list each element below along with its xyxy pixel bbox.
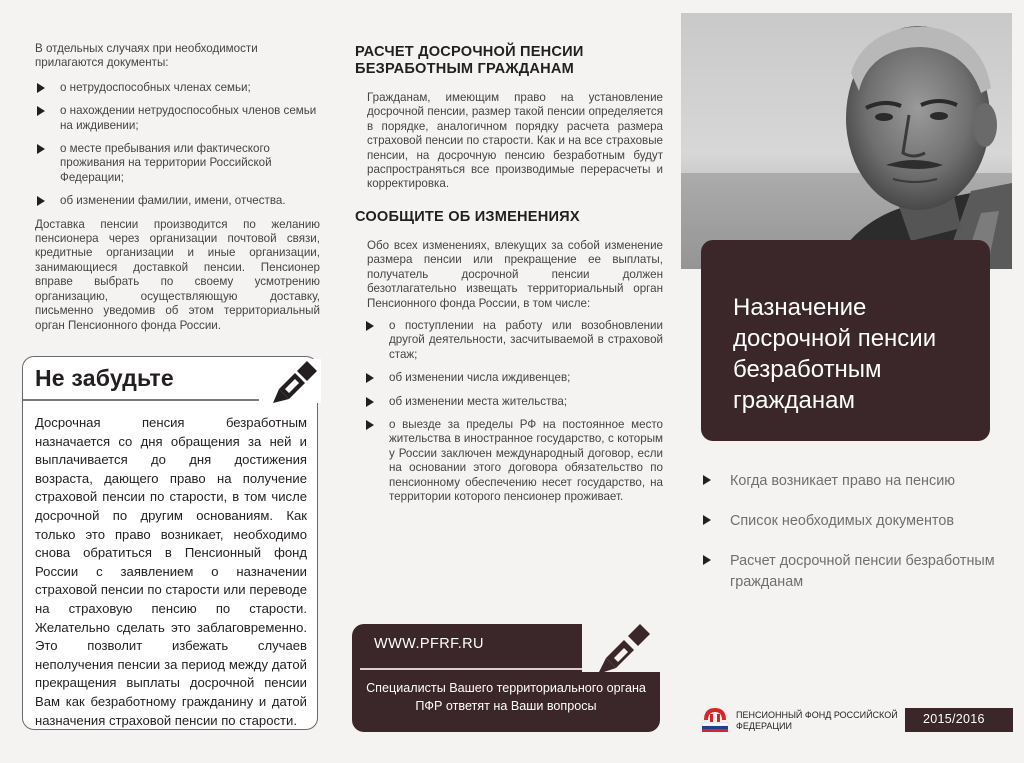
website-box (352, 624, 660, 732)
bullet-triangle-icon (366, 373, 374, 383)
list-item: о нетрудоспособных членах семьи; (35, 81, 320, 95)
calculation-text: Гражданам, имеющим право на установление досрочной пенсии, размер такой пенсии определяется в порядке, аналогичном порядку расчета размера страховой пенсии по старости. Как и на все страховые пенсии, на досрочную пенсию безработным будут распространяться все производимые перерасчеты и корректировка. (367, 91, 663, 191)
documents-intro: В отдельных случаях при необходимости прилагаются документы: (35, 42, 258, 70)
bullet-triangle-icon (366, 397, 374, 407)
delivery-paragraph: Доставка пенсии производится по желанию пенсионера через организации почтовой связи, кредитные организации и иные организации, занимающиеся доставкой пенсии. Пенсионер вправе выбрать по своему усмотрению организацию, осуществляющую доставку, письменно уведомив об этом территориальный орган Пенсионного фонда России. (35, 217, 320, 332)
list-item: о поступлении на работу или возобновлении другой деятельности, засчитываемой в страховой стаж; (367, 319, 663, 362)
list-item: об изменении фамилии, имени, отчества. (35, 194, 320, 208)
reminder-box (22, 356, 318, 730)
bullet-triangle-icon (37, 83, 45, 93)
bullet-triangle-icon (703, 555, 711, 565)
section-title-calculation: РАСЧЕТ ДОСРОЧНОЙ ПЕНСИИ БЕЗРАБОТНЫМ ГРАЖДАНАМ (355, 44, 584, 77)
reminder-header (23, 357, 267, 399)
documents-list (35, 81, 320, 209)
list-item: об изменении числа иждивенцев; (367, 371, 663, 385)
highlighter-icon (259, 359, 321, 403)
bullet-triangle-icon (37, 144, 45, 154)
bullet-triangle-icon (703, 475, 711, 485)
middle-column (355, 44, 665, 504)
org-name: ПЕНСИОННЫЙ ФОНД РОССИЙСКОЙ ФЕДЕРАЦИИ (736, 710, 898, 731)
reminder-title: Не забудьте (35, 365, 174, 391)
list-item: о месте пребывания или фактического проживания на территории Российской Федерации; (35, 142, 320, 185)
pfr-logo-block (700, 704, 900, 736)
reminder-text: Досрочная пенсия безработным назначается со дня обращения за ней и выплачивается до дня достижения возраста, дающего право на получение страховой пенсии по старости, в том числе досрочной по другим основаниям. Как только это право возникает, необходимо снова обратиться в Пенсионный фонд России с заявлением о назначении страховой пенсии по старости или переводе на страховую пенсию по старости. Желательно сделать это заблаговременно. Это позволит избежать случаев неполучения пенсии за период между датой прекращения выплаты досрочной пенсии Вам как безработному гражданину и датой назначения страховой пенсии по старости. (35, 415, 307, 728)
list-item: о выезде за пределы РФ на постоянное место жительства в иностранное государство, с которым у России заключен международный договор, если на основании этого договора обязательство по пенсионному обеспечению несет государство, на территории которого пенсионер проживает. (367, 418, 663, 504)
bullet-triangle-icon (366, 420, 374, 430)
year-badge (905, 708, 1013, 732)
bullet-triangle-icon (37, 196, 45, 206)
bullet-triangle-icon (366, 321, 374, 331)
bullet-triangle-icon (37, 106, 45, 116)
section-title-changes: СООБЩИТЕ ОБ ИЗМЕНЕНИЯХ (355, 209, 580, 225)
list-item: Когда возникает право на пенсию (703, 471, 1003, 492)
list-item: об изменении места жительства; (367, 395, 663, 409)
list-item: Расчет досрочной пенсии безработным гражданам (703, 551, 1003, 593)
cover-title: Назначение досрочной пенсии безработным гражданам (733, 294, 937, 414)
changes-list (367, 319, 663, 504)
changes-intro: Обо всех изменениях, влекущих за собой изменение размера пенсии или прекращение ее выплаты, получатель досрочной пенсии должен безотлагательно извещать территориальный орган Пенсионного фонда России, в том числе: (367, 239, 663, 310)
website-caption: Специалисты Вашего территориального органа ПФР ответят на Ваши вопросы (366, 681, 646, 713)
bullet-triangle-icon (703, 515, 711, 525)
year-label: 2015/2016 (923, 712, 985, 726)
list-item: о нахождении нетрудоспособных членов семьи на иждивении; (35, 104, 320, 133)
highlighter-icon (588, 620, 656, 674)
list-item: Список необходимых документов (703, 511, 1003, 532)
changes-body (367, 239, 663, 514)
calculation-body (367, 91, 663, 192)
left-column (35, 42, 320, 333)
cover-title-box (701, 240, 990, 441)
pfr-logo-icon (700, 704, 730, 734)
portrait-photo (681, 13, 1012, 269)
website-link[interactable]: WWW.PFRF.RU (374, 636, 484, 652)
cover-topics (703, 471, 1003, 612)
